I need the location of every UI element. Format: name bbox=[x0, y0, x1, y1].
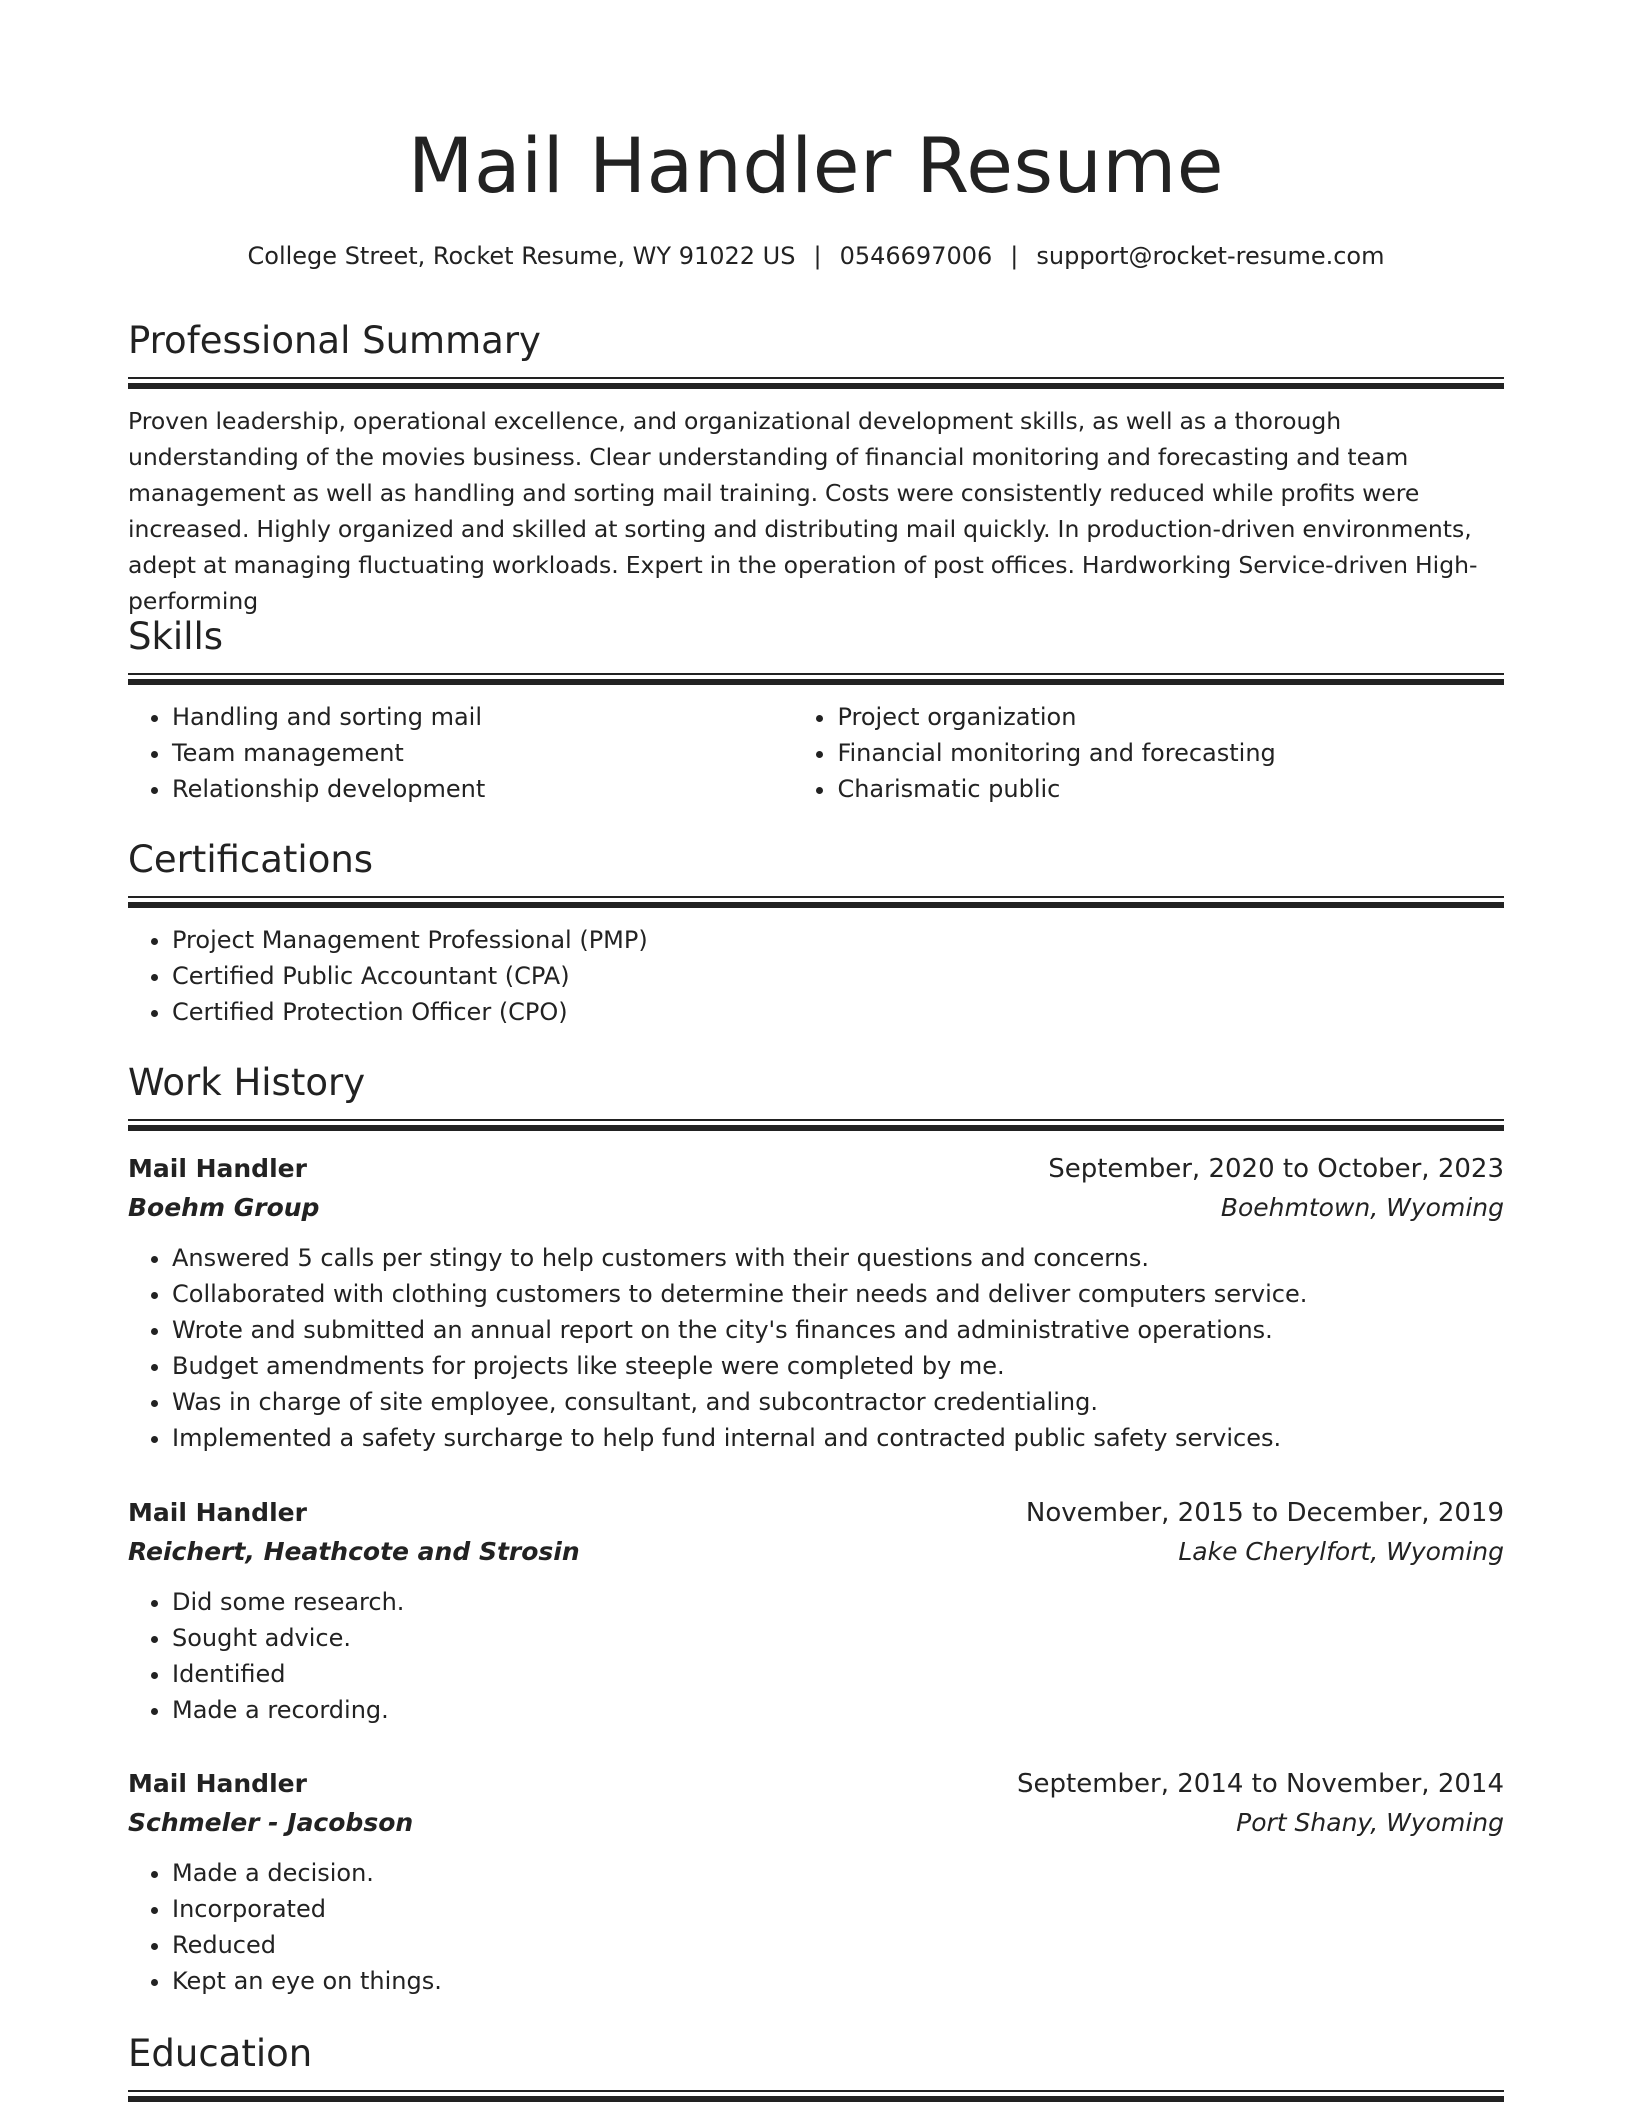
job-bullet: • Incorporated bbox=[172, 1891, 1504, 1927]
job-dates: September, 2020 to October, 2023 bbox=[1048, 1154, 1504, 1184]
section-divider bbox=[128, 896, 1504, 908]
education-heading: Education bbox=[128, 2032, 313, 2075]
skills-section bbox=[128, 612, 1504, 807]
job-bullet: • Identified bbox=[172, 1656, 1504, 1692]
section-divider bbox=[128, 2090, 1504, 2102]
job-bullet: • Kept an eye on things. bbox=[172, 1963, 1504, 1999]
skill-item: • Charismatic public bbox=[837, 771, 1504, 807]
job-bullet: • Made a decision. bbox=[172, 1855, 1504, 1891]
job-company-row bbox=[128, 1532, 1504, 1572]
job-title: Mail Handler bbox=[128, 1498, 307, 1527]
certifications-list bbox=[128, 922, 1504, 1030]
job-entry bbox=[128, 1150, 1504, 1456]
job-company: Boehm Group bbox=[128, 1193, 320, 1222]
job-title: Mail Handler bbox=[128, 1154, 307, 1183]
contact-phone: 0546697006 bbox=[839, 242, 993, 270]
job-dates: November, 2015 to December, 2019 bbox=[1025, 1498, 1504, 1528]
contact-separator: | bbox=[1010, 242, 1019, 270]
job-bullet: • Collaborated with clothing customers to determine their needs and deliver computers service. bbox=[172, 1276, 1504, 1312]
job-header-row bbox=[128, 1765, 1504, 1803]
job-title: Mail Handler bbox=[128, 1769, 307, 1798]
contact-email: support@rocket-resume.com bbox=[1036, 242, 1385, 270]
skills-list-left bbox=[128, 699, 793, 807]
certifications-heading: Certifications bbox=[128, 838, 374, 881]
job-header-row bbox=[128, 1150, 1504, 1188]
skills-list-right bbox=[793, 699, 1504, 807]
resume-title: Mail Handler Resume bbox=[407, 121, 1225, 210]
summary-text: Proven leadership, operational excellence, and organizational development skills, as well as a thorough understanding of the movies business. Clear understanding of financial monitoring and forecasting and team management as well as handling and sorting mail training. Costs were consistently reduced while profits were increased. Highly organized and skilled at sorting and distributing mail quickly. In production-driven environments, adept at managing fluctuating workloads. Expert in the operation of post offices. Hardworking Service-driven High-performing bbox=[128, 407, 1478, 615]
skills-heading: Skills bbox=[128, 615, 224, 658]
contact-line bbox=[128, 238, 1504, 274]
job-entry bbox=[128, 1765, 1504, 1999]
skill-item: • Handling and sorting mail bbox=[172, 699, 793, 735]
job-bullets bbox=[128, 1240, 1504, 1456]
summary-heading: Professional Summary bbox=[128, 319, 541, 362]
contact-separator: | bbox=[813, 242, 822, 270]
job-entry bbox=[128, 1494, 1504, 1728]
job-bullet: • Reduced bbox=[172, 1927, 1504, 1963]
job-bullet: • Implemented a safety surcharge to help fund internal and contracted public safety services. bbox=[172, 1420, 1504, 1456]
section-divider bbox=[128, 377, 1504, 389]
summary-section bbox=[128, 316, 1504, 619]
skills-grid bbox=[128, 699, 1504, 807]
work-history-section bbox=[128, 1058, 1504, 1131]
job-bullet: • Was in charge of site employee, consultant, and subcontractor credentialing. bbox=[172, 1384, 1504, 1420]
job-location: Port Shany, Wyoming bbox=[1236, 1808, 1504, 1837]
section-divider bbox=[128, 1119, 1504, 1131]
job-dates: September, 2014 to November, 2014 bbox=[1017, 1769, 1504, 1799]
job-company: Reichert, Heathcote and Strosin bbox=[128, 1537, 580, 1566]
job-company-row bbox=[128, 1188, 1504, 1228]
education-section bbox=[128, 2029, 1504, 2102]
job-bullet: • Sought advice. bbox=[172, 1620, 1504, 1656]
job-location: Boehmtown, Wyoming bbox=[1220, 1193, 1504, 1222]
job-location: Lake Cherylfort, Wyoming bbox=[1178, 1537, 1504, 1566]
section-divider bbox=[128, 673, 1504, 685]
job-bullet: • Budget amendments for projects like steeple were completed by me. bbox=[172, 1348, 1504, 1384]
skill-item: • Team management bbox=[172, 735, 793, 771]
skill-item: • Relationship development bbox=[172, 771, 793, 807]
certification-item: • Project Management Professional (PMP) bbox=[172, 922, 1504, 958]
job-bullet: • Wrote and submitted an annual report on the city's finances and administrative operations. bbox=[172, 1312, 1504, 1348]
contact-address: College Street, Rocket Resume, WY 91022 US bbox=[247, 242, 796, 270]
job-bullet: • Answered 5 calls per stingy to help customers with their questions and concerns. bbox=[172, 1240, 1504, 1276]
certification-item: • Certified Protection Officer (CPO) bbox=[172, 994, 1504, 1030]
work-history-heading: Work History bbox=[128, 1061, 366, 1104]
job-bullets bbox=[128, 1584, 1504, 1728]
job-company: Schmeler - Jacobson bbox=[128, 1808, 414, 1837]
certification-item: • Certified Public Accountant (CPA) bbox=[172, 958, 1504, 994]
skill-item: • Financial monitoring and forecasting bbox=[837, 735, 1504, 771]
job-bullet: • Did some research. bbox=[172, 1584, 1504, 1620]
skill-item: • Project organization bbox=[837, 699, 1504, 735]
job-bullets bbox=[128, 1855, 1504, 1999]
job-bullet: • Made a recording. bbox=[172, 1692, 1504, 1728]
certifications-section bbox=[128, 835, 1504, 1030]
job-company-row bbox=[128, 1803, 1504, 1843]
job-header-row bbox=[128, 1494, 1504, 1532]
